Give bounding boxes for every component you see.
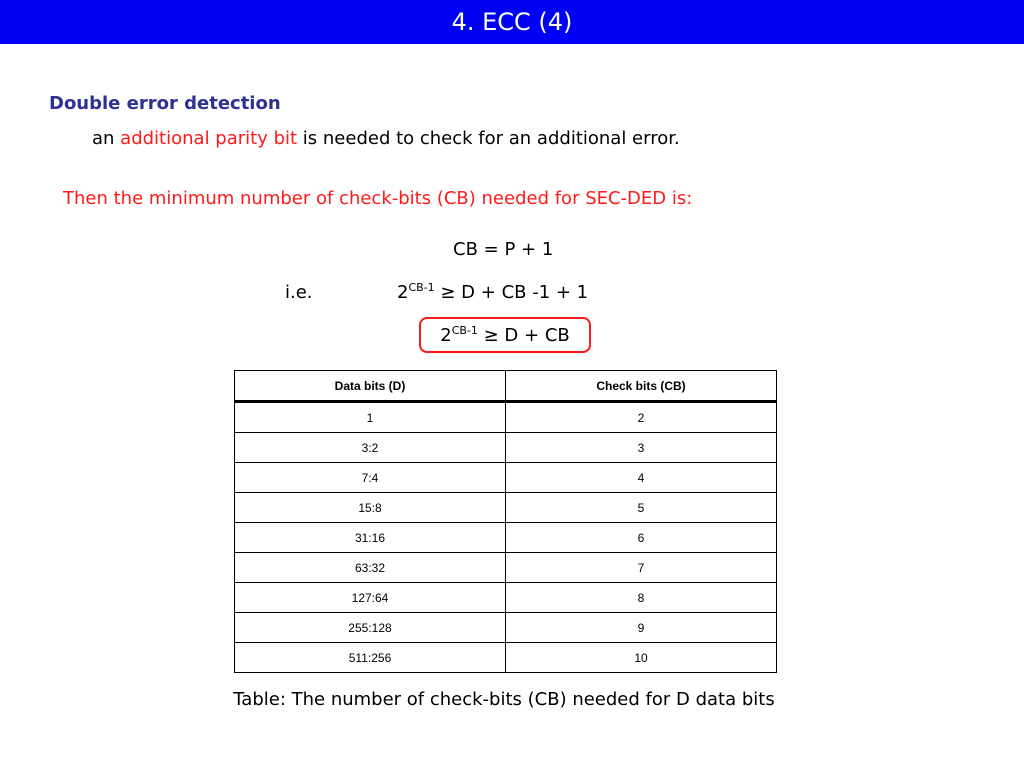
table-row xyxy=(235,402,777,433)
sentence-prefix: an xyxy=(92,128,121,149)
table-row xyxy=(235,523,777,553)
boxed-equation xyxy=(419,317,591,353)
data-bits-cell: 511:256 xyxy=(235,643,506,673)
check-bits-cell: 7 xyxy=(506,553,777,583)
parity-bit-sentence xyxy=(92,128,680,149)
check-bits-cell: 4 xyxy=(506,463,777,493)
check-bits-cell: 9 xyxy=(506,613,777,643)
sec-ded-statement: Then the minimum number of check-bits (CB) needed for SEC-DED is: xyxy=(63,188,693,209)
check-bits-table xyxy=(234,370,777,673)
table-row xyxy=(235,643,777,673)
equation-inequality xyxy=(397,282,588,303)
data-bits-cell: 1 xyxy=(235,402,506,433)
highlighted-term: additional parity bit xyxy=(120,128,298,149)
check-bits-cell: 3 xyxy=(506,433,777,463)
equation-rest: ≥ D + CB -1 + 1 xyxy=(434,282,589,303)
equation-rest: ≥ D + CB xyxy=(477,325,570,346)
data-bits-cell: 127:64 xyxy=(235,583,506,613)
table-row xyxy=(235,613,777,643)
ie-label: i.e. xyxy=(285,282,313,303)
equation-base: 2 xyxy=(397,282,409,303)
data-bits-cell: 7:4 xyxy=(235,463,506,493)
header-check-bits: Check bits (CB) xyxy=(506,371,777,402)
sentence-suffix: is needed to check for an additional error. xyxy=(297,128,680,149)
check-bits-cell: 10 xyxy=(506,643,777,673)
table-row xyxy=(235,463,777,493)
data-bits-cell: 63:32 xyxy=(235,553,506,583)
table-row xyxy=(235,583,777,613)
equation-base: 2 xyxy=(440,325,452,346)
section-heading: Double error detection xyxy=(49,93,281,114)
table-caption: Table: The number of check-bits (CB) needed for D data bits xyxy=(233,689,775,710)
equation-exponent: CB-1 xyxy=(451,324,478,337)
check-bits-cell: 5 xyxy=(506,493,777,523)
data-bits-cell: 15:8 xyxy=(235,493,506,523)
check-bits-cell: 8 xyxy=(506,583,777,613)
equation-cb: CB = P + 1 xyxy=(453,239,554,260)
check-bits-cell: 2 xyxy=(506,402,777,433)
check-bits-cell: 6 xyxy=(506,523,777,553)
table-row xyxy=(235,553,777,583)
table-row xyxy=(235,433,777,463)
header-data-bits: Data bits (D) xyxy=(235,371,506,402)
data-bits-cell: 3:2 xyxy=(235,433,506,463)
table-row xyxy=(235,493,777,523)
table-header-row xyxy=(235,371,777,402)
slide-title: 4. ECC (4) xyxy=(0,0,1024,44)
equation-exponent: CB-1 xyxy=(408,281,435,294)
data-bits-cell: 255:128 xyxy=(235,613,506,643)
data-bits-cell: 31:16 xyxy=(235,523,506,553)
check-bits-table-wrapper xyxy=(234,370,777,673)
